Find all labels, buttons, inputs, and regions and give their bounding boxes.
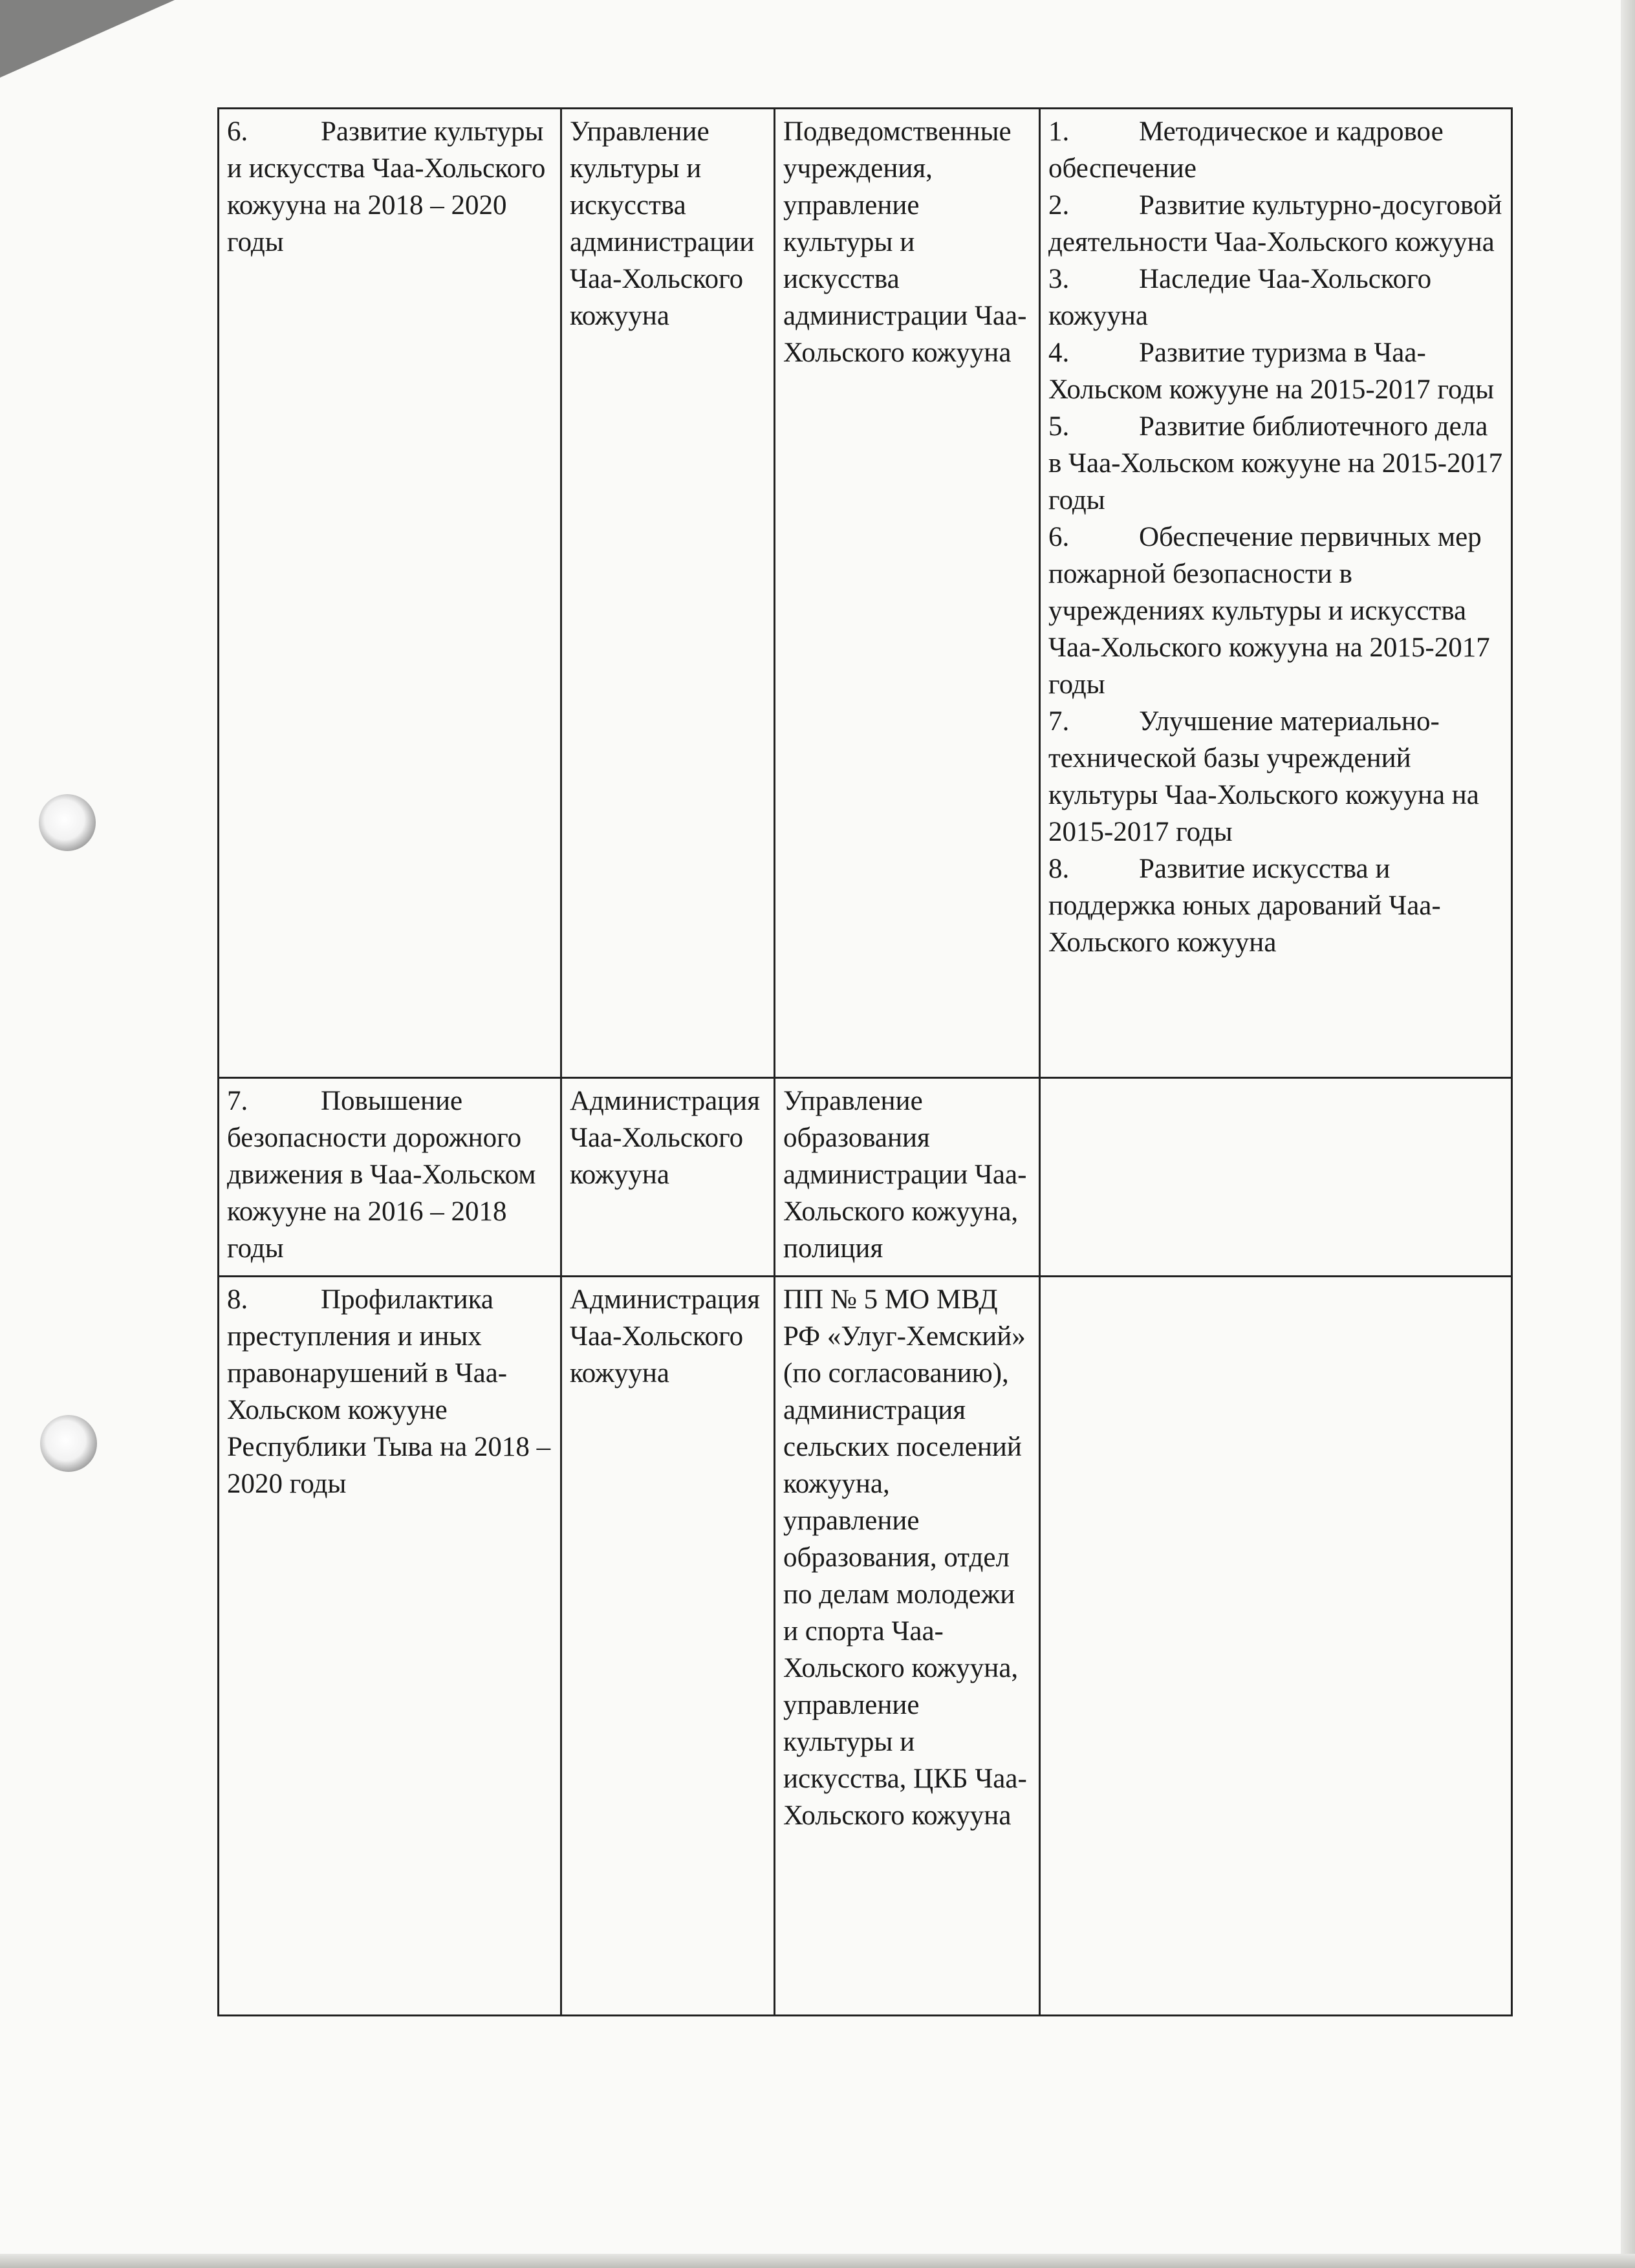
- page-edge-right: [1621, 0, 1635, 2268]
- subprograms-cell: [1040, 109, 1512, 1078]
- program-title: Развитие культуры и искусства Чаа-Хольского кожууна на 2018 – 2020 годы: [227, 116, 546, 257]
- coexecutors-cell: [775, 1277, 1040, 2016]
- list-item: [1048, 113, 1503, 187]
- list-item-text: Обеспечение первичных мер пожарной безопасности в учреждениях культуры и искусства Чаа-Хольского кожууна на 2015-2017 годы: [1048, 522, 1490, 700]
- list-item-number: 2.: [1048, 190, 1070, 221]
- page-edge-bottom: [0, 2254, 1635, 2268]
- list-item: [1048, 187, 1503, 261]
- list-item: [1048, 261, 1503, 334]
- program-title: Профилактика преступления и иных правонарушений в Чаа-Хольском кожууне Республики Тыва на 2018 – 2020 годы: [227, 1284, 551, 1499]
- coexecutors-text: ПП № 5 МО МВД РФ «Улуг-Хемский» (по согласованию), администрация сельских поселений кожууна, управление образования, отдел по делам молодежи и спорта Чаа-Хольского кожууна, управление культуры и искусства, ЦКБ Чаа-Хольского кожууна: [783, 1284, 1027, 1831]
- list-item-number: 7.: [1048, 706, 1070, 737]
- executor-text: Администрация Чаа-Хольского кожууна: [570, 1284, 760, 1388]
- list-item: [1048, 408, 1503, 519]
- list-item: [1048, 703, 1503, 850]
- table-row: [219, 1078, 1512, 1277]
- program-number: 7.: [227, 1086, 248, 1116]
- executor-text: Администрация Чаа-Хольского кожууна: [570, 1086, 760, 1190]
- list-item-number: 5.: [1048, 411, 1070, 442]
- program-cell: [219, 1078, 561, 1277]
- list-item-number: 6.: [1048, 522, 1070, 552]
- list-item-number: 4.: [1048, 338, 1070, 368]
- list-item: [1048, 334, 1503, 408]
- program-cell: [219, 109, 561, 1078]
- list-item: [1048, 850, 1503, 961]
- folded-corner: [0, 0, 175, 78]
- coexecutors-cell: [775, 1078, 1040, 1277]
- coexecutors-text: Подведомственные учреждения, управление культуры и искусства администрации Чаа-Хольского кожууна: [783, 116, 1027, 368]
- program-number: 8.: [227, 1284, 248, 1315]
- executor-cell: [561, 1277, 775, 2016]
- list-item-number: 8.: [1048, 854, 1070, 884]
- subprograms-cell-empty: [1040, 1078, 1512, 1277]
- coexecutors-cell: [775, 109, 1040, 1078]
- executor-text: Управление культуры и искусства администрации Чаа-Хольского кожууна: [570, 116, 755, 331]
- list-item: [1048, 519, 1503, 703]
- list-item-text: Развитие библиотечного дела в Чаа-Хольском кожууне на 2015-2017 годы: [1048, 411, 1503, 515]
- executor-cell: [561, 1078, 775, 1277]
- subprograms-cell-empty: [1040, 1277, 1512, 2016]
- program-cell: [219, 1277, 561, 2016]
- list-item-text: Методическое и кадровое обеспечение: [1048, 116, 1444, 184]
- list-item-number: 1.: [1048, 116, 1070, 147]
- list-item-text: Наследие Чаа-Хольского кожууна: [1048, 264, 1432, 331]
- list-item-text: Улучшение материально-технической базы учреждений культуры Чаа-Хольского кожууна на 2015-2017 годы: [1048, 706, 1479, 847]
- list-item-text: Развитие культурно-досуговой деятельности Чаа-Хольского кожууна: [1048, 190, 1502, 257]
- punch-hole-lower: [40, 1415, 97, 1472]
- coexecutors-text: Управление образования администрации Чаа-Хольского кожууна, полиция: [783, 1086, 1027, 1264]
- list-item-number: 3.: [1048, 264, 1070, 294]
- list-item-text: Развитие туризма в Чаа-Хольском кожууне на 2015-2017 годы: [1048, 338, 1494, 405]
- punch-hole-upper: [39, 794, 96, 851]
- table-row: [219, 1277, 1512, 2016]
- table-row: [219, 109, 1512, 1078]
- executor-cell: [561, 109, 775, 1078]
- program-title: Повышение безопасности дорожного движения в Чаа-Хольском кожууне на 2016 – 2018 годы: [227, 1086, 536, 1264]
- list-item-text: Развитие искусства и поддержка юных дарований Чаа-Хольского кожууна: [1048, 854, 1441, 958]
- program-number: 6.: [227, 116, 248, 147]
- programs-table: [217, 107, 1513, 2016]
